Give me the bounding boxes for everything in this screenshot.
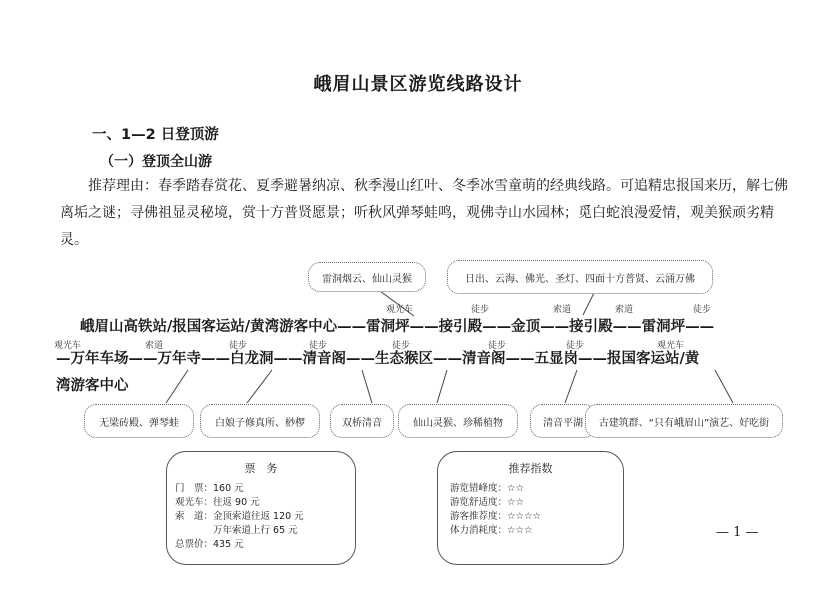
ticket-row: 万年索道上行 65 元 <box>175 525 298 536</box>
recommendation-paragraph: 推荐理由：春季踏春赏花、夏季避暑纳凉、秋季漫山红叶、冬季冰雪童萌的经典线路。可追精忠报国来历，解七佛离垢之谜；寻佛祖显灵秘境，赏十方普贤愿景；听秋风弹琴蛙鸣，观佛寺山水园林；觅白蛇浪漫爱情，观美猴顽劣精灵。 <box>60 178 788 248</box>
bubble-leidong: 雷洞烟云、仙山灵猴 <box>308 262 426 292</box>
connector-jinding <box>583 291 595 315</box>
section-heading: 一、1—2 日登顶游 <box>92 127 219 143</box>
transport-walk-label: 徒步 <box>488 341 507 351</box>
transport-walk-label: 徒步 <box>471 305 490 315</box>
transport-bus-label: 观光车 <box>386 305 414 315</box>
transport-cable-label: 索道 <box>615 305 634 315</box>
recommend-title: 推荐指数 <box>508 462 553 475</box>
bubble-wanniansi: 无梁砖殿、弹琴蛙 <box>84 404 194 438</box>
route-line-1: 峨眉山高铁站/报国客运站/黄湾游客中心——雷洞坪——接引殿——金顶——接引殿——雷洞坪—— <box>80 318 715 335</box>
bubble-jinding: 日出、云海、佛光、圣灯、四面十方普贤、云涌万佛 <box>447 260 713 294</box>
ticket-row: 门 票：160 元 <box>175 483 244 494</box>
connector-bailongdong <box>247 370 272 403</box>
route-line-2: —万年车场——万年寺——白龙洞——清音阁——生态猴区——清音阁——五显岗——报国客运站/黄 <box>56 350 700 367</box>
connector-houqu <box>437 370 447 403</box>
transport-cable-label: 索道 <box>553 305 572 315</box>
recommend-row: 体力消耗度：☆☆☆ <box>450 525 533 536</box>
page-title: 峨眉山景区游览线路设计 <box>313 74 523 95</box>
recommend-row: 游客推荐度：☆☆☆☆ <box>450 511 542 522</box>
transport-bus-label: 观光车 <box>54 341 82 351</box>
transport-bus-label: 观光车 <box>657 341 685 351</box>
connector-qingyinge <box>362 370 372 403</box>
transport-walk-label: 徒步 <box>693 305 712 315</box>
transport-cable-label: 索道 <box>145 341 164 351</box>
recommend-box <box>437 451 624 565</box>
bubble-qingyinge: 双桥清音 <box>330 404 394 438</box>
page-number: — 1 — <box>716 525 759 540</box>
transport-walk-label: 徒步 <box>392 341 411 351</box>
ticket-row: 观光车：往返 90 元 <box>175 497 260 508</box>
route-line-3: 湾游客中心 <box>56 377 129 394</box>
recommend-row: 游览舒适度：☆☆ <box>450 497 525 508</box>
bubble-houqu: 仙山灵猴、珍稀植物 <box>398 404 518 438</box>
bubble-baoguo: 古建筑群、“只有峨眉山”演艺、好吃街 <box>585 404 783 438</box>
bubble-qingyinpinghu: 清音平湖 <box>530 404 596 438</box>
ticket-row: 总票价：435 元 <box>175 539 244 550</box>
ticket-row: 索 道：金顶索道往返 120 元 <box>175 511 304 522</box>
connector-wanniansi <box>166 370 188 403</box>
tickets-box <box>166 451 356 565</box>
connector-baoguo <box>715 370 733 403</box>
recommend-row: 游览错峰度：☆☆ <box>450 483 525 494</box>
subsection-heading: （一）登顶全山游 <box>100 154 212 170</box>
tickets-title: 票 务 <box>244 462 278 475</box>
transport-walk-label: 徒步 <box>229 341 248 351</box>
transport-walk-label: 徒步 <box>309 341 328 351</box>
transport-walk-label: 徒步 <box>566 341 585 351</box>
bubble-bailongdong: 白娘子修真所、桫椤 <box>200 404 320 438</box>
connector-qingyinpinghu <box>565 370 577 403</box>
